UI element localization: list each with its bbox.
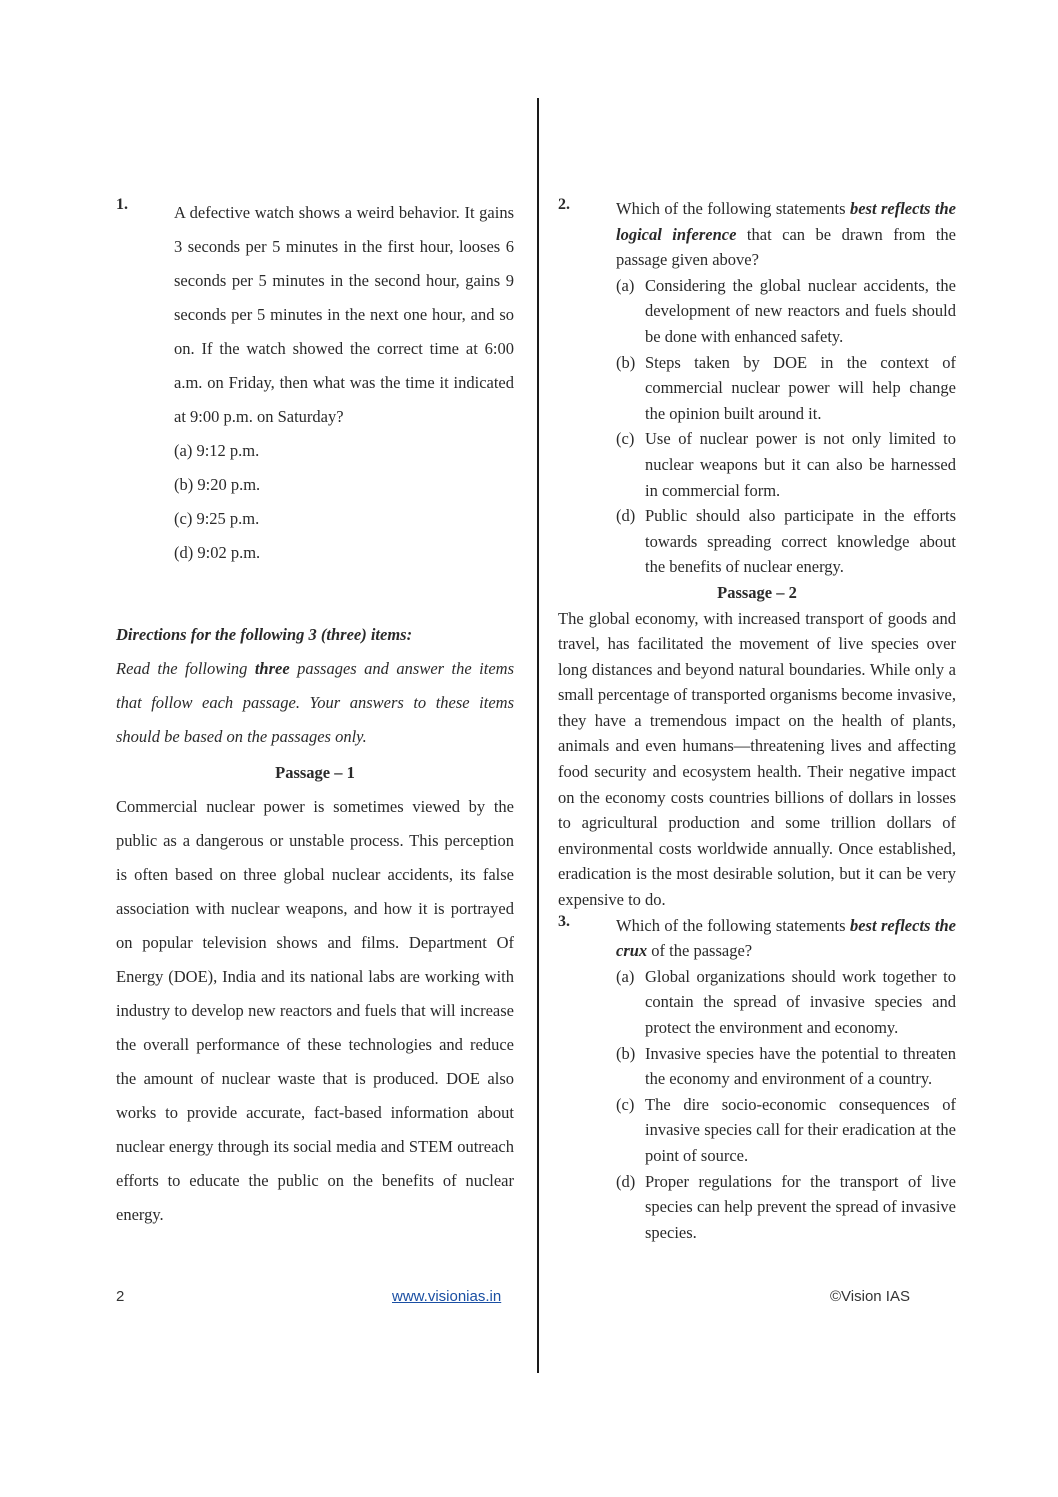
directions-text-part: Read the following [116,659,255,678]
question-text-part: Which of the following statements [616,199,850,218]
question-number: 1. [116,196,128,213]
page-number: 2 [116,1288,125,1305]
directions [116,618,514,754]
option-b: (b) 9:20 p.m. [174,475,261,494]
passage-1-title: Passage – 1 [275,763,355,782]
directions-text [116,652,514,754]
copyright-notice: ©Vision IAS [830,1288,910,1305]
option-label: (c) [616,1094,635,1114]
option-text: The dire socio-economic consequences of invasive species call for their eradication at the point of source. [645,1094,956,1165]
option-label: (d) [616,1171,636,1191]
option-c [616,1092,956,1169]
option-c [616,426,956,503]
question-text-part: Which of the following statements [616,915,850,935]
option-d [616,503,956,580]
directions-text-part: passages and answer the items that follow each passage. Your answers to these items should be based on the passages only. [116,659,514,746]
question-text [616,913,956,964]
question-text-part: of the passage? [647,941,753,961]
option-label: (b) [616,1043,636,1063]
directions-heading: Directions for the following 3 (three) items: [116,625,413,644]
option-text: Public should also participate in the efforts towards spreading correct knowledge about the benefits of nuclear energy. [645,506,956,577]
option-c: (c) 9:25 p.m. [174,509,260,528]
option-text: Considering the global nuclear accidents, the development of new reactors and fuels should be done with enhanced safety. [645,275,956,346]
option-label: (a) [616,966,635,986]
left-column [116,196,514,1232]
question-2 [558,196,956,580]
question-text [616,196,956,273]
option-a [616,964,956,1041]
option-text: Global organizations should work together to contain the spread of invasive species and protect the environment and economy. [645,966,956,1037]
question-text: A defective watch shows a weird behavior. It gains 3 seconds per 5 minutes in the first hour, looses 6 seconds per 5 minutes in the second hour, gains 9 seconds per 5 minutes in the next one hour, and so on. If the watch showed the correct time at 6:00 a.m. on Friday, then what was the time it indicated at 9:00 p.m. on Saturday? [174,203,514,426]
option-b [616,350,956,427]
passage-1-text: Commercial nuclear power is sometimes viewed by the public as a dangerous or unstable process. This perception is often based on three global nuclear accidents, its false association with nuclear weapons, and how it is portrayed on popular television shows and films. Department Of Energy (DOE), India and its national labs are working with industry to develop new reactors and fuels that will increase the overall performance of these technologies and reduce the amount of nuclear waste that is produced. DOE also works to provide accurate, fact-based information about nuclear energy through its social media and STEM outreach efforts to educate the public on the benefits of nuclear energy. [116,797,514,1224]
option-b [616,1041,956,1092]
option-label: (d) [616,506,636,526]
option-a [616,273,956,350]
option-label: (c) [616,429,635,449]
question-number: 3. [558,912,570,930]
option-d [616,1169,956,1246]
question-emphasis: best reflects the logical inference [616,199,956,244]
option-text: Invasive species have the potential to threaten the economy and environment of a country. [645,1043,956,1089]
right-column [558,196,956,1245]
passage-2-text: The global economy, with increased transport of goods and travel, has facilitated the movement of live species over long distances and beyond natural boundaries. While only a small percentage of transported organisms become invasive, they have a tremendous impact on the health of plants, animals and even humans—threatening lives and affecting food security and ecosystem health. Their negative impact on the economy costs countries billions of dollars in losses to agricultural production and some trillion dollars of environmental costs worldwide annually. Once established, eradication is the most desirable solution, but it can be very expensive to do. [558,608,956,910]
column-divider [537,98,539,1373]
website-link[interactable]: www.visionias.in [392,1288,502,1305]
option-text: Use of nuclear power is not only limited to nuclear weapons but it can also be harnessed in commercial form. [645,429,956,500]
question-emphasis: best reflects the crux [616,915,956,961]
option-d: (d) 9:02 p.m. [174,543,261,562]
question-number: 2. [558,196,570,213]
option-text: Proper regulations for the transport of live species can help prevent the spread of invasive species. [645,1171,956,1242]
question-text-part: that can be drawn from the passage given above? [616,224,956,270]
directions-text-bold: three [254,659,290,678]
question-1 [116,196,514,570]
passage-2-title: Passage – 2 [717,582,797,602]
option-label: (a) [616,275,635,295]
option-text: Steps taken by DOE in the context of commercial nuclear power will help change the opinion built around it. [645,352,956,423]
option-label: (b) [616,352,636,372]
question-3 [558,913,956,1246]
option-a: (a) 9:12 p.m. [174,441,260,460]
